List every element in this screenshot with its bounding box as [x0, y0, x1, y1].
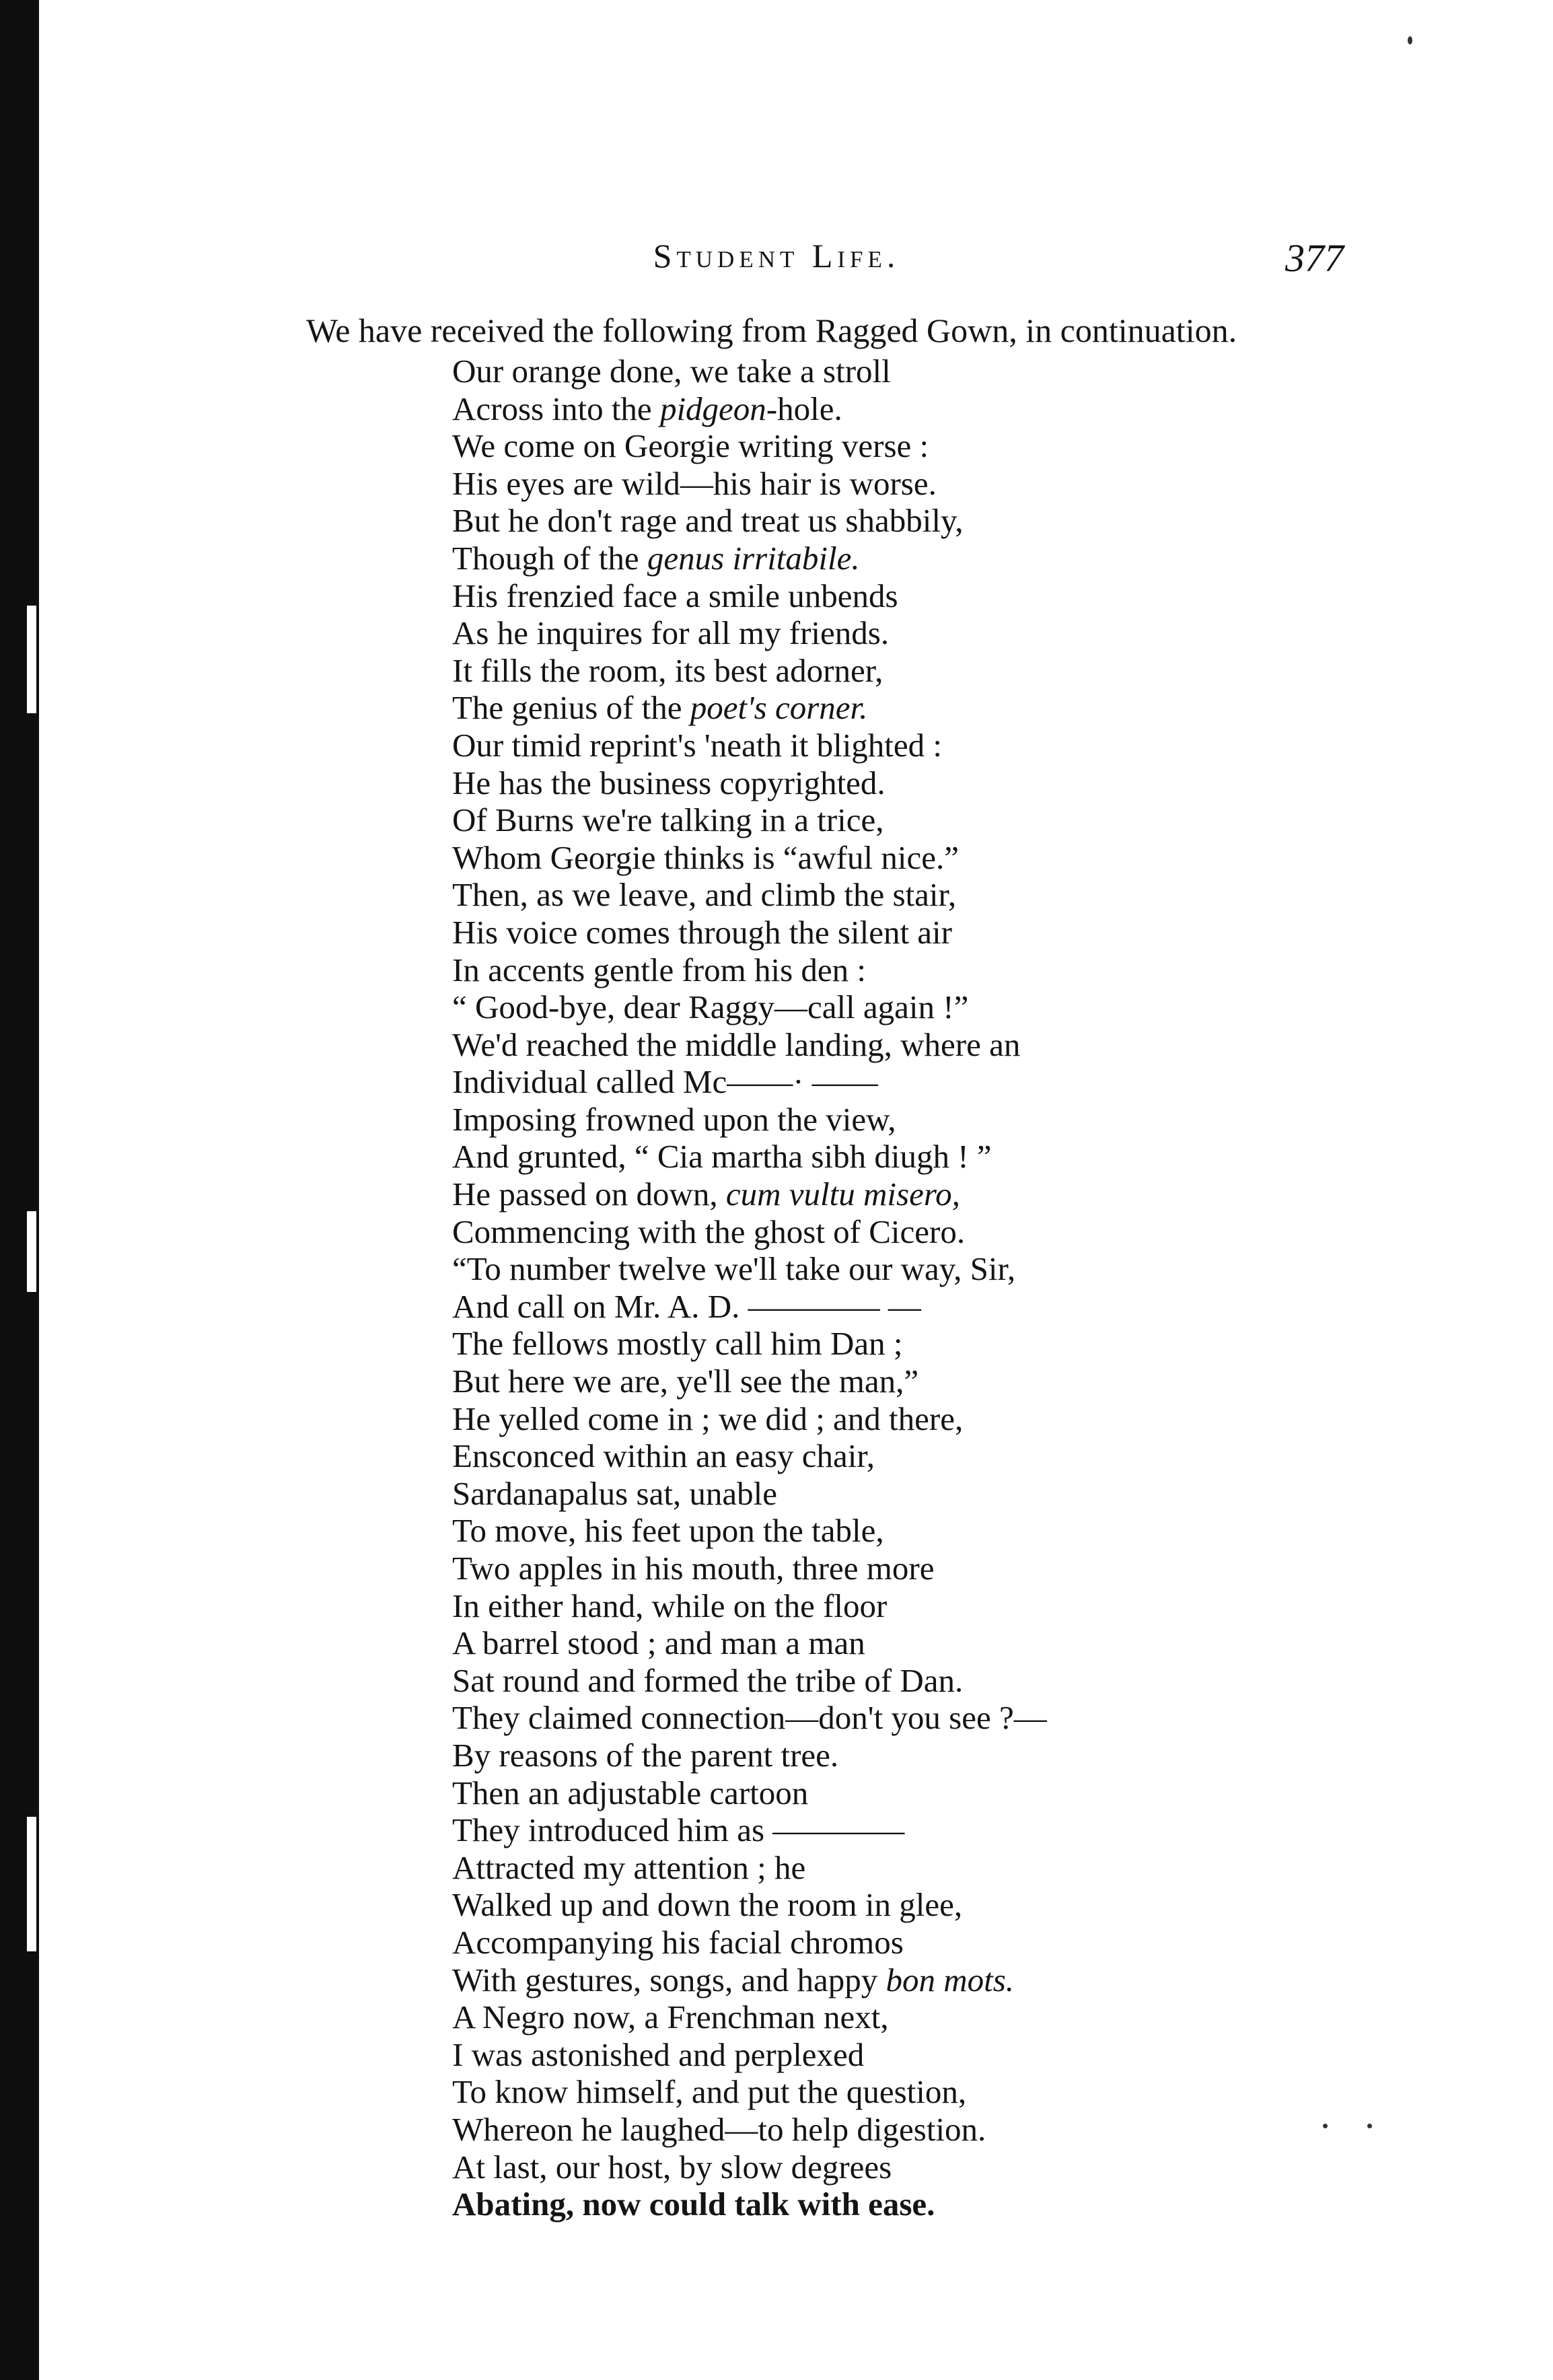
verse-line: [452, 1288, 1475, 1326]
verse-text: He yelled come in ; we did ; and there,: [452, 1400, 964, 1437]
verse-text: With gestures, songs, and happy: [452, 1961, 886, 1998]
verse-line: [452, 727, 1475, 764]
verse-line: [452, 427, 1475, 465]
verse-italic-text: poet's corner.: [690, 689, 868, 727]
verse-line: [452, 1699, 1475, 1737]
verse-line: [452, 1849, 1475, 1887]
verse-text: They claimed connection—don't you see ?—: [452, 1699, 1047, 1737]
verse-text: By reasons of the parent tree.: [452, 1736, 839, 1774]
verse-line: [452, 1325, 1475, 1363]
verse-italic-text: pidgeon: [659, 390, 766, 427]
verse-line: [452, 1587, 1475, 1625]
verse-line: [452, 1400, 1475, 1438]
verse-text: We'd reached the middle landing, where an: [452, 1025, 1021, 1063]
verse-italic-text: genus irritabile.: [647, 539, 860, 577]
verse-text: He passed on down,: [452, 1176, 726, 1213]
page-number: 377: [1285, 236, 1344, 280]
verse-text: Whom Georgie thinks is “awful nice.”: [452, 838, 959, 876]
verse-line: [452, 801, 1475, 839]
scan-speck: [1408, 36, 1412, 44]
verse-text: And call on Mr. A. D. ———— —: [452, 1287, 921, 1325]
verse-line: [452, 1512, 1475, 1550]
verse-line: [452, 465, 1475, 503]
intro-line: We have received the following from Ragged Gown, in continuation.: [306, 312, 1237, 349]
verse-line: [452, 1998, 1475, 2036]
verse-text: Then an adjustable cartoon: [452, 1774, 809, 1811]
verse-text: Sat round and formed the tribe of Dan.: [452, 1661, 964, 1699]
verse-line: [452, 2111, 1475, 2149]
verse-line: [452, 1437, 1475, 1475]
scan-speck: [1323, 2124, 1328, 2128]
verse-text: Our timid reprint's 'neath it blighted :: [452, 726, 943, 764]
verse-text: Abating, now could talk with ease.: [452, 2186, 935, 2223]
verse-text: Commencing with the ghost of Cicero.: [452, 1213, 966, 1250]
verse-text: As he inquires for all my friends.: [452, 614, 890, 652]
verse-text: And grunted, “ Cia martha sibh diugh ! ”: [452, 1138, 992, 1176]
verse-line: [452, 652, 1475, 690]
running-title: Student Life.: [653, 237, 900, 275]
verse-text: I was astonished and perplexed: [452, 2035, 865, 2073]
verse-text: The genius of the: [452, 689, 690, 727]
verse-text: His eyes are wild—his hair is worse.: [452, 464, 937, 502]
verse-line: [452, 1774, 1475, 1812]
verse-text: “To number twelve we'll take our way, Sir,: [452, 1250, 1016, 1288]
scan-edge-bar: [0, 0, 39, 2380]
verse-text: Imposing frowned upon the view,: [452, 1100, 896, 1138]
verse-text: It fills the room, its best adorner,: [452, 651, 883, 689]
verse-text: At last, our host, by slow degrees: [452, 2148, 892, 2186]
verse-italic-text: cum vultu misero,: [725, 1176, 960, 1213]
verse-line: [452, 1662, 1475, 1700]
verse-text: In either hand, while on the floor: [452, 1587, 888, 1624]
verse-line: [452, 2036, 1475, 2074]
verse-line: [452, 1250, 1475, 1288]
verse-text: A barrel stood ; and man a man: [452, 1624, 865, 1662]
verse-text: He has the business copyrighted.: [452, 764, 886, 801]
verse-line: [452, 2186, 1475, 2223]
verse-line: [452, 1624, 1475, 1662]
verse-line: [452, 1176, 1475, 1213]
verse-text: Then, as we leave, and climb the stair,: [452, 876, 957, 914]
verse-line: [452, 1961, 1475, 1999]
verse-text: Attracted my attention ; he: [452, 1848, 806, 1886]
verse-line: [452, 540, 1475, 577]
verse-text: To know himself, and put the question,: [452, 2073, 967, 2111]
verse-text: Walked up and down the room in glee,: [452, 1886, 963, 1924]
verse-text: Though of the: [452, 539, 647, 577]
scan-speck: [1367, 2124, 1372, 2128]
verse-text: His frenzied face a smile unbends: [452, 577, 898, 614]
verse-line: [452, 390, 1475, 428]
verse-line: [452, 1811, 1475, 1849]
verse-line: [452, 1063, 1475, 1101]
verse-text: They introduced him as ————: [452, 1811, 905, 1849]
verse-text: Sardanapalus sat, unable: [452, 1474, 778, 1512]
verse-text: But he don't rage and treat us shabbily,: [452, 502, 964, 540]
verse-line: [452, 1737, 1475, 1774]
verse-line: [452, 1101, 1475, 1139]
verse-line: [452, 764, 1475, 802]
verse-text: But here we are, ye'll see the man,”: [452, 1363, 919, 1400]
verse-line: [452, 1886, 1475, 1924]
verse-text: Of Burns we're talking in a trice,: [452, 801, 884, 839]
verse-line: [452, 1550, 1475, 1587]
verse-text: Accompanying his facial chromos: [452, 1923, 904, 1961]
verse-line: [452, 1213, 1475, 1251]
verse-line: [452, 502, 1475, 540]
verse-text: Whereon he laughed—to help digestion.: [452, 2110, 986, 2148]
verse-line: [452, 839, 1475, 877]
verse-text: To move, his feet upon the table,: [452, 1512, 884, 1550]
verse-line: [452, 1363, 1475, 1400]
verse-text: “ Good-bye, dear Raggy—call again !”: [452, 988, 969, 1026]
verse-line: [452, 1138, 1475, 1176]
verse-line: [452, 1026, 1475, 1064]
verse-line: [452, 1924, 1475, 1961]
verse-line: [452, 2073, 1475, 2111]
verse-line: [452, 988, 1475, 1026]
verse-line: [452, 1475, 1475, 1513]
verse-line: [452, 614, 1475, 652]
verse-text: Individual called Mc——· ——: [452, 1063, 878, 1101]
verse-text: Across into the: [452, 390, 660, 427]
verse-text: Two apples in his mouth, three more: [452, 1550, 935, 1587]
verse-text: In accents gentle from his den :: [452, 951, 867, 988]
poem: [452, 353, 1475, 2223]
verse-line: [452, 577, 1475, 615]
verse-text: We come on Georgie writing verse :: [452, 427, 929, 465]
page-header: [0, 222, 1553, 296]
verse-text: Ensconced within an easy chair,: [452, 1437, 875, 1475]
verse-text: His voice comes through the silent air: [452, 913, 952, 951]
verse-italic-text: bon mots.: [886, 1961, 1015, 1998]
verse-text: The fellows mostly call him Dan ;: [452, 1325, 903, 1363]
verse-text: A Negro now, a Frenchman next,: [452, 1998, 889, 2036]
verse-text: -hole.: [766, 390, 842, 427]
verse-text: Our orange done, we take a stroll: [452, 353, 891, 390]
verse-line: [452, 689, 1475, 727]
verse-line: [452, 2149, 1475, 2186]
verse-line: [452, 914, 1475, 951]
verse-line: [452, 951, 1475, 989]
verse-line: [452, 876, 1475, 914]
verse-line: [452, 353, 1475, 390]
